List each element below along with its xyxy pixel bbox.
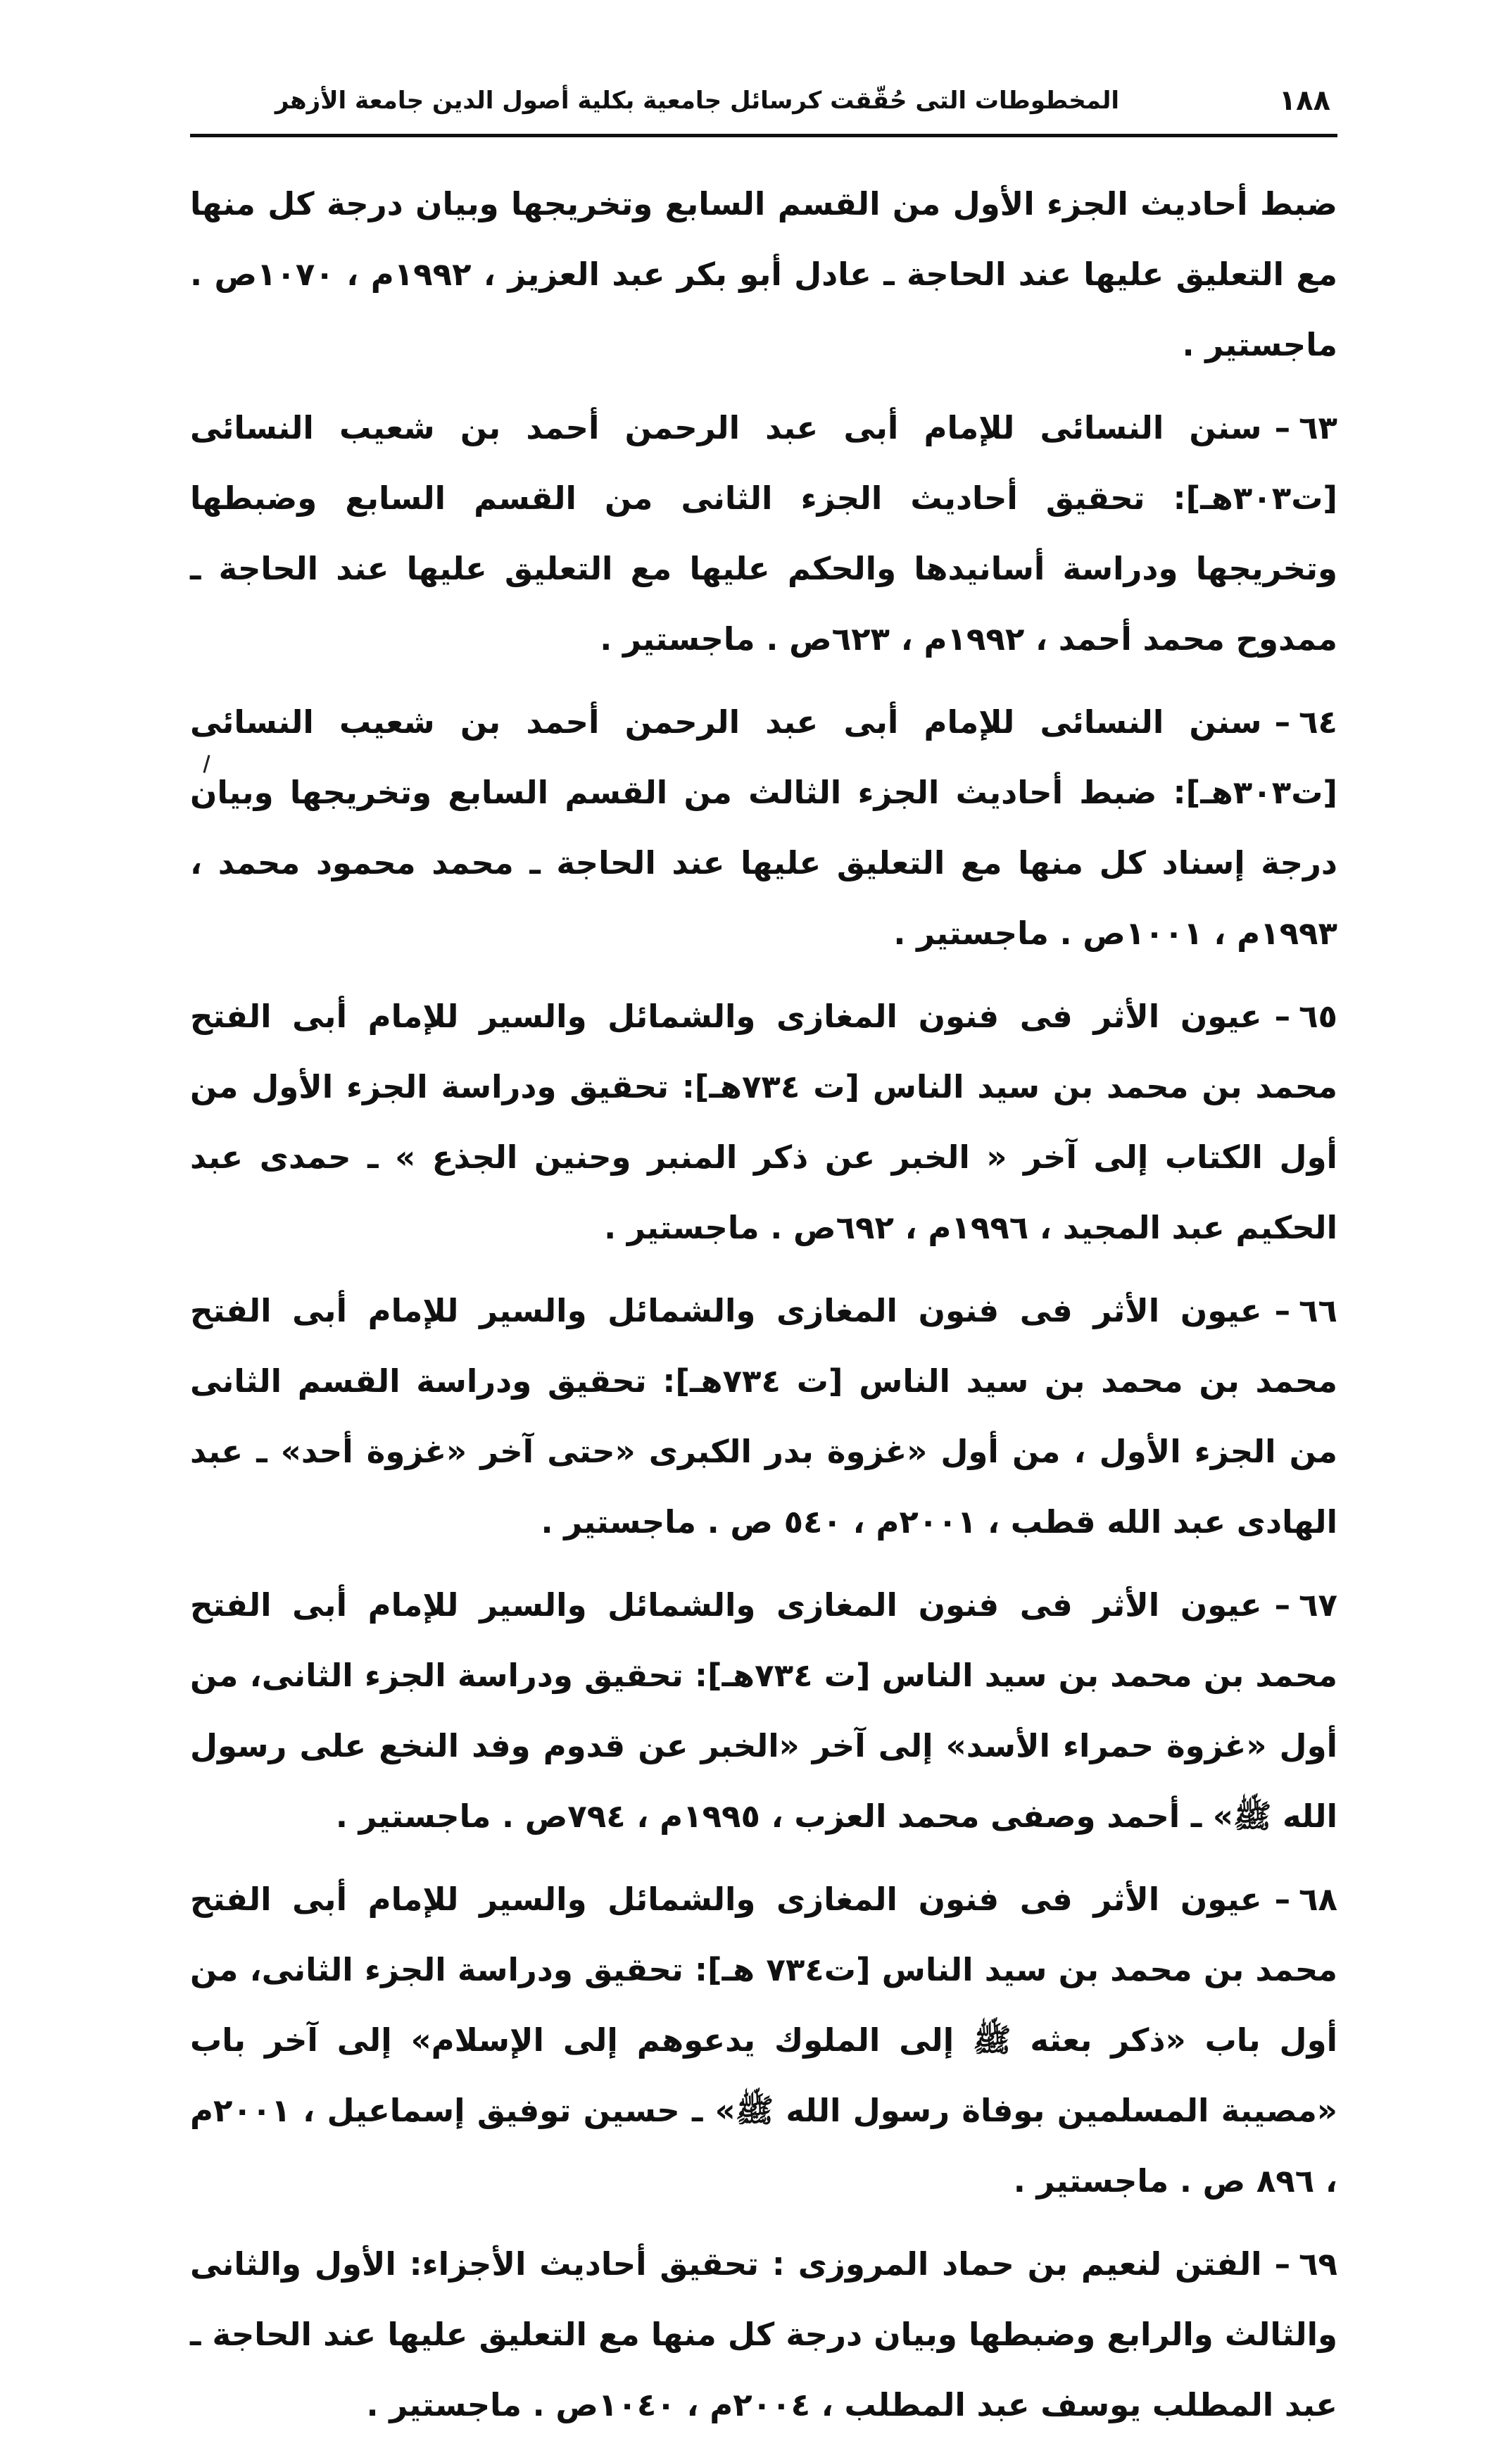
running-header <box>190 76 1337 137</box>
bibliography-entry-63 <box>190 393 1337 675</box>
entry-dash: – <box>1274 703 1291 741</box>
continued-entry-text: ضبط أحاديث الجزء الأول من القسم السابع وتخريجها وبيان درجة كل منها مع التعليق عليها عند الحاجة ـ عادل أبو بكر عبد العزيز ، ١٩٩٢م ، ١٠٧٠ص . ماجستير . <box>190 185 1337 363</box>
running-header-title: المخطوطات التى حُقّقت كرسائل جامعية بكلية أصول الدين جامعة الأزهر <box>275 87 1119 115</box>
entry-number: ٦٥ <box>1299 998 1337 1035</box>
bibliography-entry-65 <box>190 981 1337 1263</box>
entry-text: الفتن لنعيم بن حماد المروزى : تحقيق أحاديث الأجزاء: الأول والثانى والثالث والرابع وضبطها وبيان درجة كل منها مع التعليق عليها عند الحاجة ـ عبد المطلب يوسف عبد المطلب ، ٢٠٠٤م ، ١٠٤٠ص . ماجستير . <box>190 2245 1337 2423</box>
entry-dash: – <box>1274 1292 1291 1329</box>
page-number: ١٨٨ <box>1278 84 1330 117</box>
bibliography-entry-64 <box>190 687 1337 969</box>
entry-dash: – <box>1274 409 1291 446</box>
bibliography-entry-66 <box>190 1276 1337 1557</box>
entry-dash: – <box>1274 1586 1291 1624</box>
entry-number: ٦٣ <box>1299 409 1337 446</box>
entry-number: ٦٦ <box>1299 1292 1337 1329</box>
entry-dash: – <box>1274 2245 1291 2283</box>
entry-number: ٦٩ <box>1299 2245 1337 2283</box>
entry-dash: – <box>1274 1881 1291 1918</box>
entry-text: سنن النسائى للإمام أبى عبد الرحمن أحمد بن شعيب النسائى [ت٣٠٣هـ]: ضبط أحاديث الجزء الثالث من القسم السابع وتخريجها وبيان درجة إسناد كل منها مع التعليق عليها عند الحاجة ـ محمد محمود محمد ، ١٩٩٣م ، ١٠٠١ص . ماجستير . <box>190 703 1337 952</box>
bibliography-entry-67 <box>190 1570 1337 1852</box>
entry-dash: – <box>1274 998 1291 1035</box>
bibliography-list <box>190 169 1337 2453</box>
entry-text: عيون الأثر فى فنون المغازى والشمائل والسير للإمام أبى الفتح محمد بن محمد بن سيد الناس [ت ٧٣٤هـ]: تحقيق ودراسة الجزء الأول من أول الكتاب إلى آخر « الخبر عن ذكر المنبر وحنين الجذع » ـ حمدى عبد الحكيم عبد المجيد ، ١٩٩٦م ، ٦٩٢ص . ماجستير . <box>190 998 1337 1246</box>
entry-text: سنن النسائى للإمام أبى عبد الرحمن أحمد بن شعيب النسائى [ت٣٠٣هـ]: تحقيق أحاديث الجزء الثانى من القسم السابع وضبطها وتخريجها ودراسة أسانيدها والحكم عليها مع التعليق عليها عند الحاجة ـ ممدوح محمد أحمد ، ١٩٩٢م ، ٦٢٣ص . ماجستير . <box>190 409 1337 658</box>
bibliography-entry-69 <box>190 2229 1337 2440</box>
entry-number: ٦٧ <box>1299 1586 1337 1624</box>
entry-text: عيون الأثر فى فنون المغازى والشمائل والسير للإمام أبى الفتح محمد بن محمد بن سيد الناس [ت ٧٣٤هـ]: تحقيق ودراسة الجزء الثانى، من أول «غزوة حمراء الأسد» إلى آخر «الخبر عن قدوم وفد النخع على رسول الله ﷺ» ـ أحمد وصفى محمد العزب ، ١٩٩٥م ، ٧٩٤ص . ماجستير . <box>190 1586 1337 1835</box>
entry-number: ٦٨ <box>1299 1881 1337 1918</box>
entry-number: ٦٤ <box>1299 703 1337 741</box>
bibliography-entry-68 <box>190 1864 1337 2216</box>
entry-text: عيون الأثر فى فنون المغازى والشمائل والسير للإمام أبى الفتح محمد بن محمد بن سيد الناس [ت ٧٣٤هـ]: تحقيق ودراسة القسم الثانى من الجزء الأول ، من أول «غزوة بدر الكبرى «حتى آخر «غزوة أحد» ـ عبد الهادى عبد الله قطب ، ٢٠٠١م ، ٥٤٠ ص . ماجستير . <box>190 1292 1337 1541</box>
entry-text: عيون الأثر فى فنون المغازى والشمائل والسير للإمام أبى الفتح محمد بن محمد بن سيد الناس [ت٧٣٤ هـ]: تحقيق ودراسة الجزء الثانى، من أول باب «ذكر بعثه ﷺ إلى الملوك يدعوهم إلى الإسلام» إلى آخر باب «مصيبة المسلمين بوفاة رسول الله ﷺ» ـ حسين توفيق إسماعيل ، ٢٠٠١م ، ٨٩٦ ص . ماجستير . <box>190 1881 1337 2200</box>
